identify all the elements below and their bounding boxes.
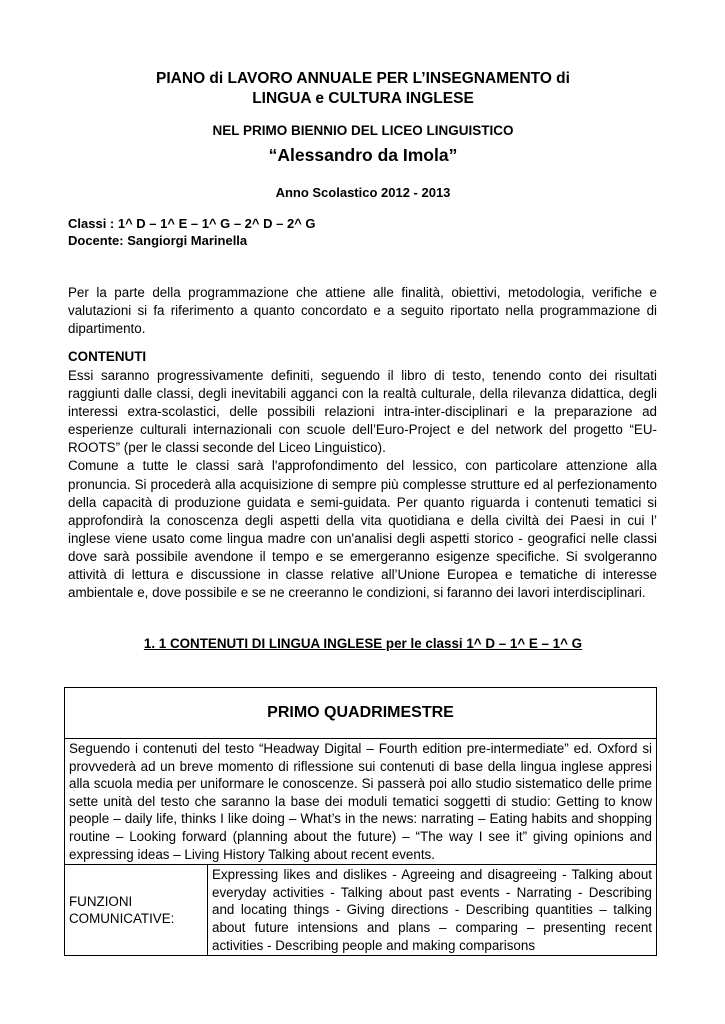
contenuti-heading: CONTENUTI [68,349,147,364]
contenuti-text-1: Essi saranno progressivamente definiti, seguendo il libro di testo, tenendo conto dei risultati raggiunti dalle classi, degli inevitabili agganci con la realtà culturale, della rilevanza didattica, degli interessi extra-scolastici, delle possibili relazioni intra-inter-disciplinari e la preparazione ad esperienze culturali internazionali con scuole dell’Euro-Project e del network del progetto “EU-ROOTS” (per le classi seconde del Liceo Linguistico). [68,368,657,456]
contenuti-paragraph [68,367,657,602]
title-line-2: LINGUA e CULTURA INGLESE [252,90,474,107]
quarter-description: Seguendo i contenuti del testo “Headway Digital – Fourth edition pre-intermediate” ed. Oxford si provvederà ad un breve momento di riflessione sui contenuti di base della lingua inglese appresi alla scuola media per uniformare le conoscenze. Si passerà poi allo studio sistematico delle prime sette unità del testo che saranno la base dei moduli tematici soggetti di studio: Getting to know people – daily life, thinks I like doing – What’s in the news: narrating – Eating habits and shopping routine – Looking forward (planning about the future) – “The way I see it” giving opinions and expressing ideas – Living History Talking about recent events. [65,739,657,865]
row-label: FUNZIONI COMUNICATIVE: [65,865,208,956]
class-info [68,215,658,249]
document-subtitle: NEL PRIMO BIENNIO DEL LICEO LINGUISTICO [212,123,514,138]
contenuti-text-2: Comune a tutte le classi sarà l'approfondimento del lessico, con particolare attenzione alla pronuncia. Si procederà alla acquisizione di sempre più complesse strutture ed al perfezionamento della capacità di produzione guidata e semi-guidata. Per quanto riguarda i contenuti tematici si approfondirà la conoscenza degli aspetti della vita quotidiana e della civiltà dei Paesi in cui l’ inglese viene usato come lingua madre con un'analisi degli aspetti storico - geografici nelle classi dove sarà possibile avendone il tempo e se emergeranno esigenze specifiche. Si svolgeranno attività di lettura e discussione in classe relative all’Unione Europea e tematiche di interesse ambientale e, dove possibile e se ne creeranno le condizioni, si faranno dei lavori interdisciplinari. [68,458,657,601]
school-name: “Alessandro da Imola” [268,145,458,165]
document-title [68,69,658,109]
table-header-row [65,688,657,739]
section-title: 1. 1 CONTENUTI DI LINGUA INGLESE per le classi 1^ D – 1^ E – 1^ G [143,636,583,651]
table-row [65,865,657,956]
teacher-line: Docente: Sangiorgi Marinella [68,233,248,248]
classes-line: Classi : 1^ D – 1^ E – 1^ G – 2^ D – 2^ G [68,216,316,231]
title-line-1: PIANO di LAVORO ANNUALE PER L’INSEGNAMENTO di [156,70,570,87]
intro-paragraph: Per la parte della programmazione che attiene alle finalità, obiettivi, metodologia, verifiche e valutazioni si fa riferimento a quanto concordato e a seguito riportato nella programmazione di dipartimento. [68,285,657,337]
quarter-heading: PRIMO QUADRIMESTRE [65,688,657,739]
row-value: Expressing likes and dislikes - Agreeing and disagreeing - Talking about everyday activities - Talking about past events - Narrating - Describing and locating things - Giving directions - Describing quantities – talking about future intensions and plans – comparing – presenting recent activities - Describing people and making comparisons [208,865,657,956]
content-table [64,687,657,956]
table-body-row [65,739,657,865]
school-year: Anno Scolastico 2012 - 2013 [275,185,451,200]
